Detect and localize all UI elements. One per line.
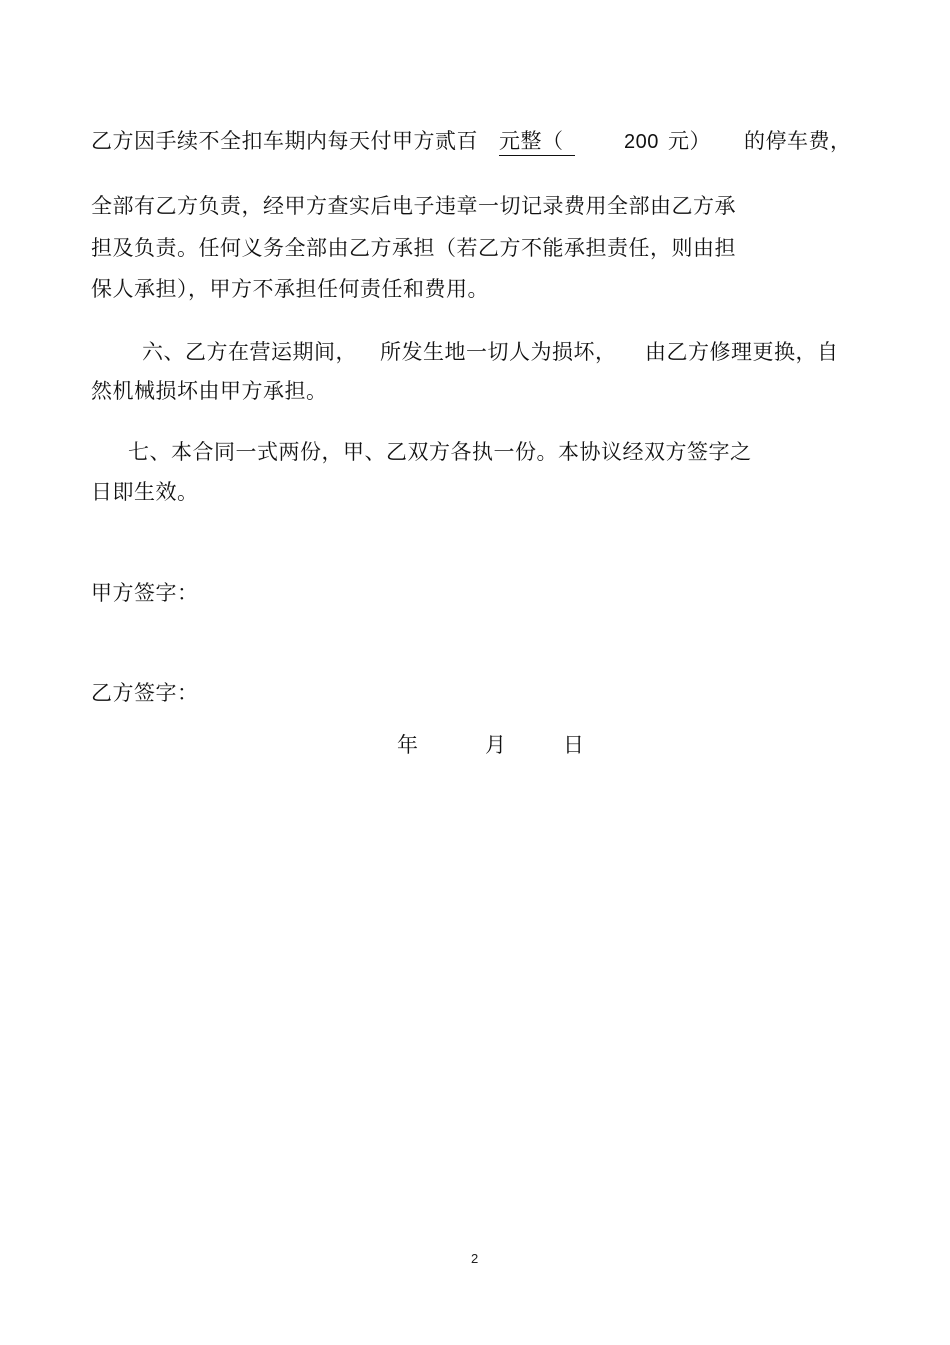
clause6-text-c: 由乙方修理更换，自 xyxy=(645,340,839,364)
date-year-label: 年 xyxy=(397,733,419,757)
party-b-signature-label: 乙方签字： xyxy=(91,681,199,705)
clause7-line1: 七、本合同一式两份，甲、乙双方各执一份。本协议经双方签字之 xyxy=(128,440,752,464)
clause5-line1-text-b: 元整（ xyxy=(499,129,564,153)
clause5-line1 xyxy=(91,127,861,155)
page-number: 2 xyxy=(471,1251,479,1266)
clause6-text-b: 所发生地一切人为损坏， xyxy=(380,340,617,364)
clause5-line3: 担及负责。任何义务全部由乙方承担（若乙方不能承担责任，则由担 xyxy=(91,236,736,260)
clause5-line1-text-a: 乙方因手续不全扣车期内每天付甲方贰百 xyxy=(91,129,478,153)
clause5-line2: 全部有乙方负责，经甲方查实后电子违章一切记录费用全部由乙方承 xyxy=(91,194,736,218)
clause6-line2: 然机械损坏由甲方承担。 xyxy=(91,379,328,403)
date-month-label: 月 xyxy=(485,733,507,757)
clause6-line1 xyxy=(91,338,861,366)
clause5-line4: 保人承担），甲方不承担任何责任和费用。 xyxy=(91,277,489,301)
clause5-line1-text-c: 元） xyxy=(668,129,711,153)
clause7-line2: 日即生效。 xyxy=(91,480,199,504)
clause5-line1-text-d: 的停车费， xyxy=(744,129,852,153)
party-a-signature-label: 甲方签字： xyxy=(91,581,199,605)
clause6-text-a: 六、乙方在营运期间， xyxy=(142,340,357,364)
amount-underline xyxy=(499,155,575,156)
date-day-label: 日 xyxy=(563,733,585,757)
fee-amount: 200 xyxy=(624,131,659,153)
